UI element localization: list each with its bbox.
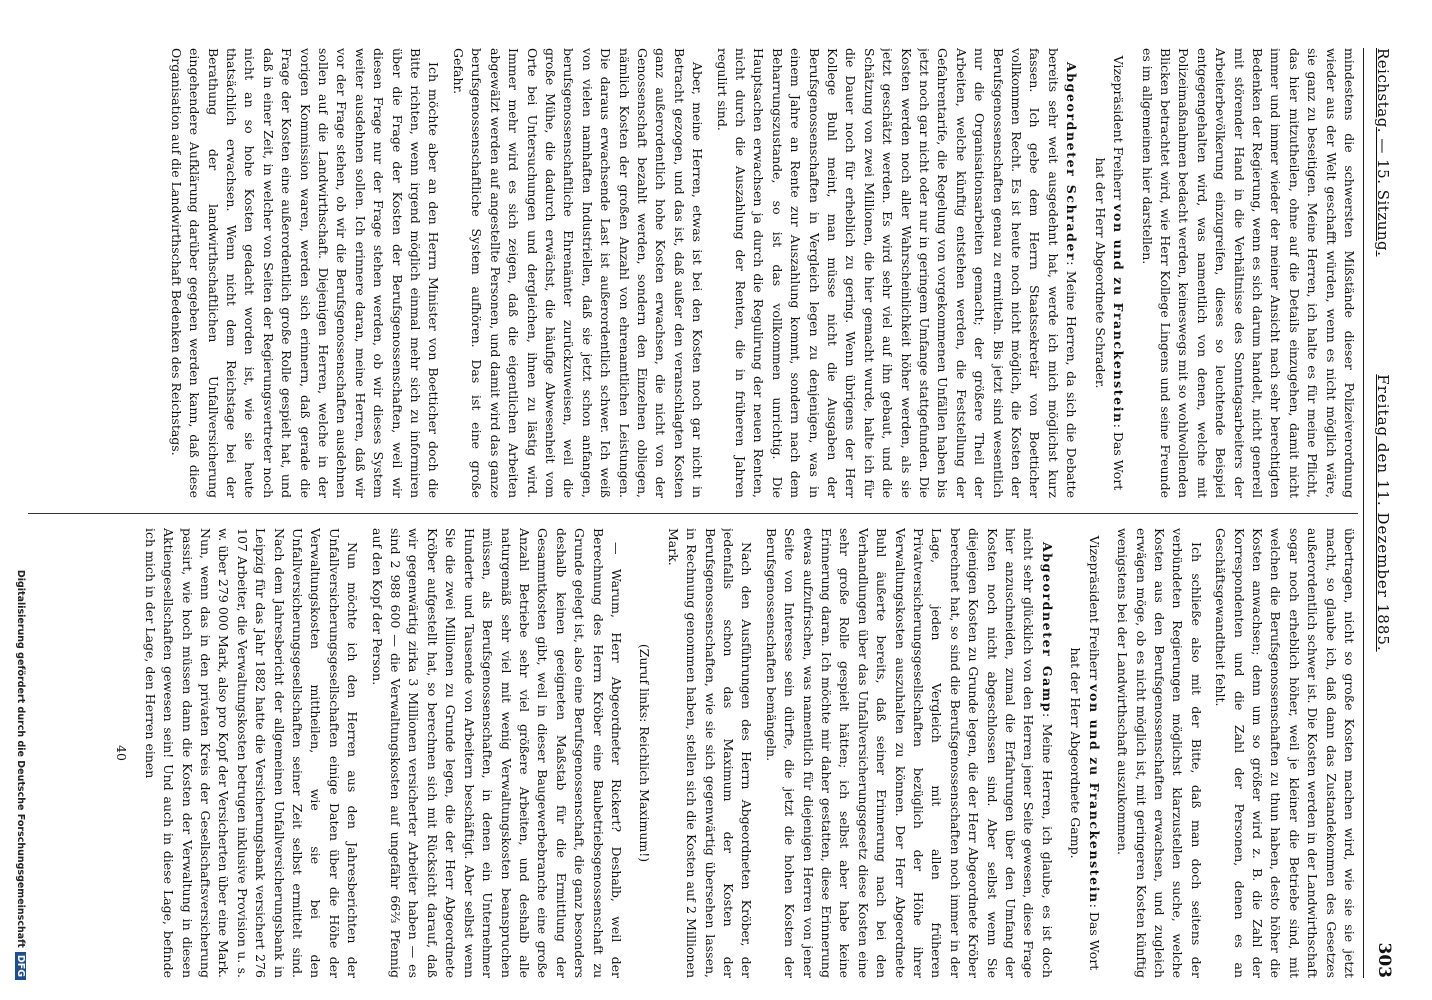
speaker-call (1090, 48, 1127, 498)
page-number: 303 (1374, 942, 1394, 978)
page-header (1366, 48, 1400, 978)
call-suffix: : Das Wort hat der Herr Abgeordnete Gamp. (1068, 647, 1102, 971)
speaker-call (1066, 528, 1103, 978)
column-divider (28, 513, 1358, 514)
call-prefix: Vizepräsident Freiherr (1086, 535, 1102, 685)
speaker-name: Abgeordneter Gamp (1039, 542, 1055, 713)
digitization-text: Digitalisierung gefördert durch die Deutsche Forschungsgemeinschaft (15, 569, 26, 948)
paragraph: Ich schließe also mit der Bitte, daß man doch seitens der verbündeten Regierungen möglichst klarzustellen suche, welche Kosten aus den Berufsgenossenschaften erwachsen, und zugleich erwägen möge, ob es nicht möglich ist, mit geringeren Kosten künftig wenigstens bei der Landwirthschaft auszukommen. (1115, 528, 1204, 978)
right-column (28, 528, 1358, 978)
header-session: Reichstag. — 15. Sitzung. (1374, 48, 1392, 257)
speech-text: : Meine Herren, ich glaube, es ist doch nicht sehr glücklich von den Herren jener Seite gewesen, diese Frage hier anzuschneiden, zumal die Erfahrungen über den Umfang der Kosten noch nicht abgeschlossen sind. Aber selbst wenn Sie diejenigen Kosten zu Grunde legen, die der Herr Abgeordnete Kröber berechnet hat, so sind die Berufsgenossenschaften noch immer in der Lage, jeden Vergleich mit allen früheren Privatversicherungsgesellschaften bezüglich der Höhe ihrer Verwaltungskosten auszuhalten zu können. Der Herr Abgeordnete Buhl äußerte bereits, daß seiner Erinnerung nach bei den Verhandlungen über das Unfallversicherungsgesetz diese Kosten eine sehr große Rolle gespielt hätten; ich selbst aber habe keine Erinnerung daran. Ich möchte mir daher gestatten, diese Erinnerung etwas aufzufrischen, was namentlich für diejenigen Herren von jener Seite von Interesse sein dürfte, die jetzt die hohen Kosten der Berufsgenossenschaften bemängeln. (763, 528, 1055, 978)
paragraph: Nach den Ausführungen des Herrn Abgeordneten Kröber, der jedenfalls schon das Maximum der Kosten der Berufsgenossenschaften, wie sie sich gegenwärtig übersehen lassen, in Rechnung genommen haben, stellen sich die Kosten auf 2 Millionen Mark. (665, 528, 755, 978)
speech-paragraph (712, 48, 1080, 498)
signature-mark: 40 (114, 745, 130, 761)
paragraph: Nun möchte ich den Herren aus den Jahresberichten der Unfallversicherungsgesellschaften einige Daten über die Höhe der Verwaltungskosten mittheilen, wie sie bei den Unfallversicherungsgesellschaften seiner Zeit selbst ermittelt sind. Nach dem Jahresbericht der allgemeinen Unfallversicherungsbank in Leipzig für das Jahr 1882 hatte die Versicherungsbank versichert 276 107 Arbeiter, die Verwaltungskosten betrugen inklusive Provision u. s. w. über 279 000 Mark, also pro Kopf der Versicherten über eine Mark. Nun, wenn das in den privaten Kreis der Gesellschaftsversicherung passirt, wie hoch müssen dann die Kosten der Verwaltung in diesen Aktiengesellschaften gewesen sein! Und auch in diese Lage, befinde ich mich in der Lage, den Herren einen (142, 528, 361, 978)
text-columns (28, 48, 1358, 978)
speech-paragraph (761, 528, 1056, 978)
paragraph: Aber, meine Herren, etwas ist bei den Kosten noch gar nicht in Betracht gezogen, und das ist, daß außer den veranschlagten Kosten ganz außerordentlich hohe Kosten erwachsen, die nicht von der Genossenschaft bezahlt werden, sondern den Einzelnen obliegen, nämlich Kosten der großen Anzahl von ehrenamtlichen Leistungen. Die daraus erwachsende Last ist außerordentlich schwer. Ich weiß von vielen namhaften Industriellen, daß sie jetzt schon anfangen, berufsgenossenschaftliche Ehrenämter zurückzuweisen, weil die große Mühe, die dadurch erwächst, die häufige Abwesenheit vom Orte bei Untersuchungen und dergleichen, ihnen zu lästig wird. Immer mehr wird es sich zeigen, daß die eigentlichen Arbeiten abgewälzt werden auf angestellte Personen, und damit wird das ganze berufsgenossenschaftliche System aufhören. Das ist eine große Gefahr. (450, 48, 706, 498)
president-name: von und zu Franckenstein (1086, 684, 1102, 904)
president-name: von und zu Franckenstein (1111, 204, 1127, 424)
paragraph: übertragen, nicht so große Kosten machen wird, wie sie sie jetzt macht, so glaube ich, daß dann das Zustandekommen des Gesetzes außerordentlich schwer ist. Die Kosten werden in der Landwirthschaft sogar noch erheblich höher, weil je kleiner die Betriebe sind, mit welchen die Berufsgenossenschaften zu thun haben, desto höher die Kosten anwachsen; denn um so größer wird z. B. die Zahl der Korrespondenten und die Zahl der Personen, denen es an Geschäftsgewandtheit fehlt. (1213, 528, 1357, 978)
paragraph: mindestens die schwersten Mißstände dieser Polizeiverordnung wieder aus der Welt geschafft würden, wenn es nicht möglich wäre, sie ganz zu beseitigen. Meine Herren, ich halte es für meine Pflicht, das hier mitzutheilen, ohne auf die Details einzugehen, damit nicht immer und immer wieder der meiner Ansicht nach sehr berechtigten Bedenken der Regierung, wenn es sich darum handelt, nicht generell mit störender Hand in die Verhältnisse des Sonntagsarbeiters der Arbeiterbevölkerung einzugreifen, dieses so leuchtende Beispiel entgegengehalten wird, was namentlich von denen, welche mit Polizeimaßnahmen bedacht werden, keineswegs mit so wohlwollenden Blicken betrachtet wird, wie Herr Kollege Lingens und seine Freunde es im allgemeinen hier darstellen. (1139, 48, 1357, 498)
speech-text: : Meine Herren, da sich die Debatte bereits sehr weit ausgedehnt hat, werde ich mich möglichst kurz fassen. Ich gebe dem Herrn Staatssekretär von Boetticher vollkommen Recht. Es ist heute noch nicht möglich, die Kosten der Berufsgenossenschaften genau zu ermitteln. Bis jetzt sind wesentlich nur die Organisationsarbeiten gemacht; der größere Theil der Arbeiten, welche künftig entstehen werden, die Feststellung der Gefahrentarife, die Regelung von vorgekommenen Unfällen haben bis jetzt noch gar nicht oder nur in geringem Umfange stattgefunden. Die Kosten werden noch aller Wahrscheinlichkeit höher werden, als sie jetzt geschätzt werden. Es wird sehr viel auf ihn gebaut, und die Schätzung von zwei Millionen, die hier gemacht wurde, halte ich für die Dauer noch für erheblich zu gering. Wenn übrigens der Herr Kollege Buhl meint, man müsse nicht die Ausgaben der Berufsgenossenschaften in Vergleich legen zu denjenigen, was in einem Jahre an Rente zur Auszahlung kommt, sondern nach dem Beharrungszustande, so ist das vollkommen unrichtig. Die Hauptsachen erwachsen ja durch die Regulirung der neuen Renten, nicht durch die Auszahlung der Renten, die in früheren Jahren regulirt sind. (714, 48, 1080, 498)
header-date: Freitag den 11. Dezember 1885. (1374, 374, 1392, 652)
header-rule (1363, 48, 1364, 978)
dfg-logo: DFG (15, 952, 26, 980)
interjection: (Zuruf links: Reichlich Maximum!) (637, 643, 653, 863)
call-suffix: : Das Wort hat der Herr Abgeordnete Schrader. (1092, 157, 1127, 491)
left-column (28, 48, 1358, 498)
digitization-note (8, 20, 26, 980)
call-prefix: Vizepräsident Freiherr (1111, 55, 1127, 205)
paragraph: Ich möchte aber an den Herrn Minister von Boetticher doch die Bitte richten, wenn irgend möglich einmal mehr sich zu informiren über die Frage der Kosten der Berufsgenossenschaften, weil wir diesen Frage nur der Frage stehen werden, ob wir dieses System weiter ausdehnen sollen. Ich erinnere daran, meine Herren, daß wir vor der Frage stehen, ob wir die Berufsgenossenschaften ausdehnen sollen auf die Landwirthschaft. Diejenigen Herren, welche in der vorigen Kommission waren, werden sich erinnern, daß gerade die Frage der Kosten eine außerordentlich große Rolle gespielt hat, und daß in einer Zeit, in welcher von Seiten der Regierungsvertreter noch nicht an so hohe Kosten gedacht worden ist, wie sie heute thatsächlich erwachsen. Wenn nicht dem Reichstage bei der Berathung der landwirthschaftlichen Unfallversicherung eingehendere Aufklärung darüber gegeben werden kann, daß diese Organisation auf die Landwirthschaft Bedenken des Reichstags. (168, 48, 442, 498)
paragraph: — Warum, Herr Abgeordneter Rickert? Deshalb, weil der Berechnung des Herrn Kröber eine Baubetriebsgenossenschaft zu Grunde gelegt ist, also eine Berufsgenossenschaft, die ganz besonders deshalb keinen geeigneten Maßstab für die Ermittlung der Gesammtkosten gibt, weil in dieser Baugewerbebranche eine große Anzahl Betriebe sehr viel größere Arbeiten, und deshalb alle naturgemäß sehr viel mit wenig Verwaltungskosten beanspruchen müssen, als Berufsgenossenschaften, in denen ein Unternehmer Hunderte und Tausende von Arbeitern beschäftigt. Aber selbst wenn Sie die zwei Millionen zu Grunde legen, die der Herr Abgeordnete Kröber aufgestellt hat, so berechnen sich mit Rücksicht darauf, daß wir gegenwärtig zirka 3 Millionen versicherter Arbeiter haben — es sind 2 988 600 — die Verwaltungskosten auf ungefähr 66⅔ Pfennig auf den Kopf der Person. (369, 528, 624, 978)
speaker-name: Abgeordneter Schrader (1064, 62, 1080, 262)
